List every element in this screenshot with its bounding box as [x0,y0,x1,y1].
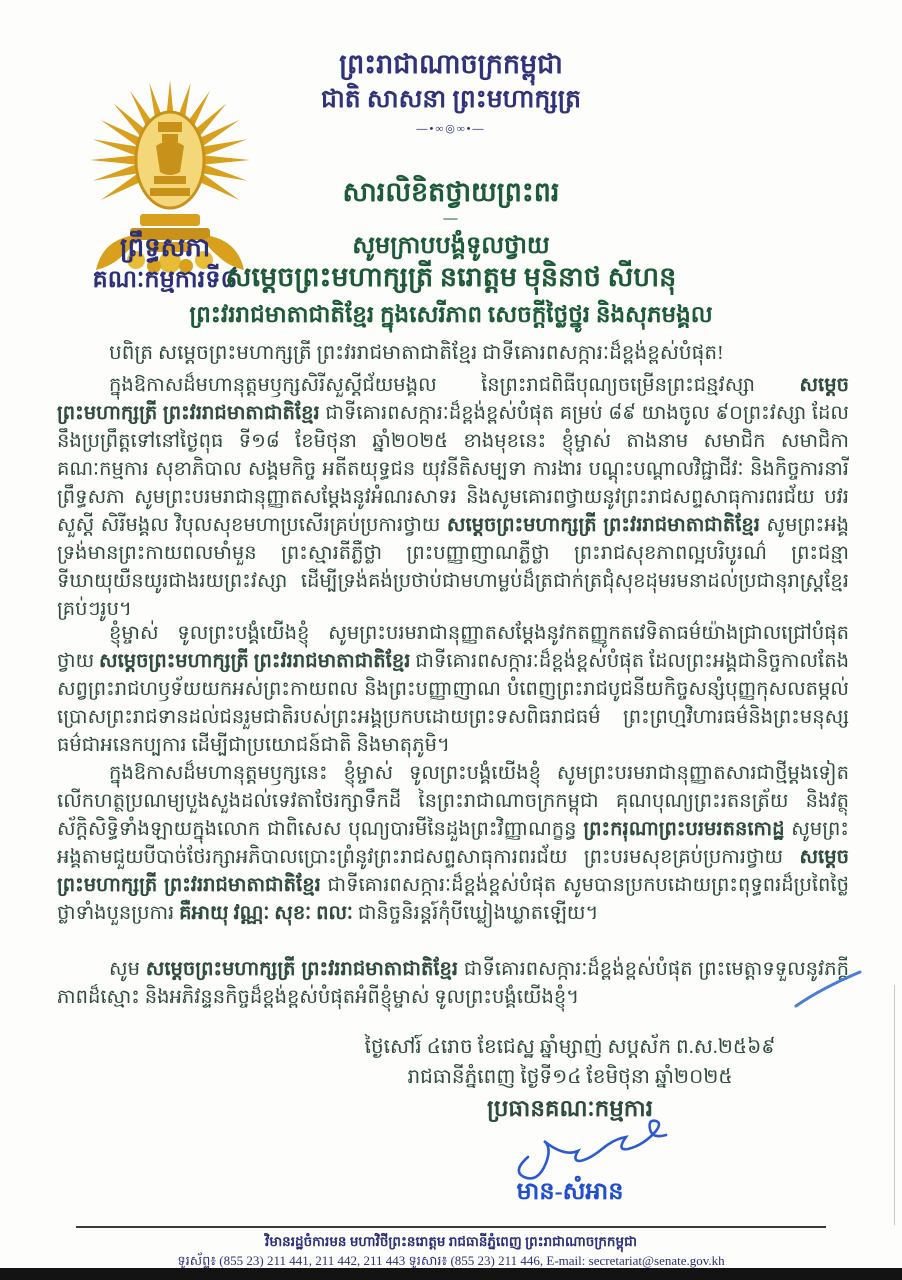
recipient-subtitle: ព្រះវររាជមាតាជាតិខ្មែរ ក្នុងសេរីភាព សេចក្ដីថ្លៃថ្នូរ និងសុភមង្គល [189,302,713,327]
lunar-date-line: ថ្ងៃសៅរ៍ ៤រោច ខែជេស្ឋ ឆ្នាំម្សាញ់ សប្តស័ក ព.ស.២៥៦៩ [364,1036,776,1058]
motto-divider-ornament: —•∞◎∞•— [416,123,486,135]
salutation-line: បពិត្រ សម្ដេចព្រះមហាក្សត្រី ព្រះវររាជមាតាជាតិខ្មែរ ជាទីគោរពសក្ការៈដ៏ខ្ពង់ខ្ពស់បំផុត! [109,342,724,364]
signer-name: មាន​-សំអាន [516,1179,624,1205]
title-dash-divider: — [443,211,459,226]
paragraph-1: ក្នុងឱកាសដ៏មហានុត្តមឫក្សសិរីសួស្ដីជ័យមង្គល នៃព្រះរាជពិធីបុណ្យចម្រើនព្រះជន្មវស្សា សម្ដេចព្រះមហាក្សត្រី ព្រះវររាជមាតាជាតិខ្មែរ ជាទីគោរពសក្ការៈដ៏ខ្ពង់ខ្ពស់បំផុត គម្រប់ ៨៩ យាងចូល ៩០ព្រះវស្សា ដែលនឹងប្រព្រឹត្តទៅនៅថ្ងៃពុធ ទី១៨ ខែមិថុនា ឆ្នាំ២០២៥ ខាងមុខនេះ ខ្ញុំម្ចាស់ តាងនាម សមាជិក សមាជិកាគណៈកម្មការ សុខាភិបាល សង្គមកិច្ច អតីតយុទ្ធជន យុវនីតិសម្បទា ការងារ បណ្ដុះបណ្ដាលវិជ្ជាជីវៈ និងកិច្ចការនារី ព្រឹទ្ធសភា សូមព្រះបរមរាជានុញ្ញាតសម្ដែងនូវអំណរសាទរ និងសូមគោរពថ្វាយនូវព្រះរាជសព្ទសាធុការពរជ័យ បវរសួស្ដី សិរីមង្គល វិបុលសុខមហាប្រសើរគ្រប់ប្រការថ្វាយ សម្ដេចព្រះមហាក្សត្រី ព្រះវររាជមាតាជាតិខ្មែរ សូមព្រះអង្គទ្រង់មានព្រះកាយពលមាំមួន ព្រះស្មារតីភ្លឺថ្លា ព្រះបញ្ញាញាណភ្លឺថ្លា ព្រះរាជសុខភាពល្អបរិបូរណ៌ ព្រះជន្មាទីឃាយុយឺនយូរជាងរយព្រះវស្សា ដើម្បីទ្រង់គង់ប្រថាប់ជាមហាម្លប់ដ៏ត្រជាក់ត្រជុំសុខដុមរមនាដល់ប្រជានុរាស្ត្រខ្មែរគ្រប់ៗរូប។ [57,375,850,620]
bottom-scan-bar [0,1268,902,1280]
scan-edge-artifact [894,985,895,1225]
footer-contact: ទូរស័ព្ទ៖ (855 23) 211 441, 211 442, 211 443 ទូរសារ៖ (855 23) 211 446, E-mail: secretariat@senate.gov.kh [177,1253,725,1268]
senate-label: ព្រឹទ្ធសភា [119,233,211,262]
motto-line-1: ព្រះរាជាណាចក្រកម្ពុជា [339,49,563,79]
letter-title: សារលិខិតថ្វាយព្រះពរ [342,177,560,207]
handwritten-signature [500,1105,690,1185]
paragraph-4: សូម សម្ដេចព្រះមហាក្សត្រី ព្រះវររាជមាតាជាតិខ្មែរ ជាទីគោរពសក្ការៈដ៏ខ្ពង់ខ្ពស់បំផុត ព្រះមេត្តាទទួលនូវភក្ដីភាពដ៏ស្មោះ និងអភិវន្ទនកិច្ចដ៏ខ្ពង់ខ្ពស់បំផុតអំពីខ្ញុំម្ចាស់ ទូលព្រះបង្គំយើងខ្ញុំ។ [57,959,849,1008]
footer [0,1232,902,1270]
gregorian-date-line: រាជធានីភ្នំពេញ ថ្ងៃទី១៤ ខែមិថុនា ឆ្នាំ២០២៥ [407,1066,733,1088]
motto-line-2: ជាតិ សាសនា ព្រះមហាក្សត្រ [320,86,582,113]
signer-title: ប្រធានគណៈកម្មការ [486,1096,654,1121]
recipient-name-heading: សម្ដេចព្រះមហាក្សត្រី នរោត្តម មុនិនាថ សីហនុ [225,262,677,292]
salute-heading: សូមក្រាបបង្គំទូលថ្វាយ [352,233,550,259]
commission-label: គណៈកម្មការទី៨ [92,267,238,293]
footer-address: វិមានរដ្ឋចំការមន មហាវិថីព្រះនរោត្តម រាជធានីភ្នំពេញ ព្រះរាជាណាចក្រកម្ពុជា [265,1234,637,1249]
footer-divider-line [76,1226,826,1228]
paragraph-3: ក្នុងឱកាសដ៏មហានុត្តមឫក្សនេះ ខ្ញុំម្ចាស់ ទូលព្រះបង្គំយើងខ្ញុំ សូមព្រះបរមរាជានុញ្ញាតសារជាថ្មីម្ដងទៀត លើកហត្ថប្រណម្យបួងសួងដល់ទេវតាថែរក្សាទឹកដី នៃព្រះរាជាណាចក្រកម្ពុជា គុណបុណ្យព្រះរតនត្រ័យ និងវត្ថុស័ក្ដិសិទ្ធិទាំងឡាយក្នុងលោក ជាពិសេស បុណ្យបារមីនៃដួងព្រះវិញ្ញាណក្ខន្ធ ព្រះករុណាព្រះបរមរតនកោដ្ឋ សូមព្រះអង្គតាមជួយបីបាច់ថែរក្សាអភិបាលប្រោះព្រំនូវព្រះរាជសព្ទសាធុការពរជ័យ ព្រះបរមសុខគ្រប់ប្រការថ្វាយ សម្ដេចព្រះមហាក្សត្រី ព្រះវររាជមាតាជាតិខ្មែរ ជាទីគោរពសក្ការៈដ៏ខ្ពង់ខ្ពស់បំផុត សូមបានប្រកបដោយព្រះពុទ្ធពរដ៏ប្រពៃថ្លៃថ្លាទាំងបួនប្រការ គឺអាយុ វណ្ណៈ សុខៈ ពលៈ ជានិច្ចនិរន្តរ៍កុំបីឃ្លៀងឃ្លាតឡើយ។ [57,763,849,924]
paragraph-2: ខ្ញុំម្ចាស់ ទូលព្រះបង្គំយើងខ្ញុំ សូមព្រះបរមរាជានុញ្ញាតសម្ដែងនូវកតញ្ញូកតវេទិតាធម៌យ៉ាងជ្រាលជ្រៅបំផុតថ្វាយ សម្ដេចព្រះមហាក្សត្រី ព្រះវររាជមាតាជាតិខ្មែរ ជាទីគោរពសក្ការៈដ៏ខ្ពង់ខ្ពស់បំផុត ដែលព្រះអង្គជានិច្ចកាលតែងសព្វព្រះរាជហឫទ័យយកអស់ព្រះកាយពល និងព្រះបញ្ញាញាណ បំពេញព្រះរាជបូជនីយកិច្ចសន្សំបុញ្ញកុសលតម្កល់ប្រោសព្រះរាជទានដល់ជនរួមជាតិរបស់ព្រះអង្គប្រកបដោយព្រះទសពិធរាជធម៌ ព្រះព្រហ្មវិហារធម៌និងព្រះមនុស្សធម៌ជាអនេកប្បការ ដើម្បីជាប្រយោជន៍ជាតិ និងមាតុភូមិ។ [57,623,849,756]
blue-pen-tick-mark [792,968,864,1010]
